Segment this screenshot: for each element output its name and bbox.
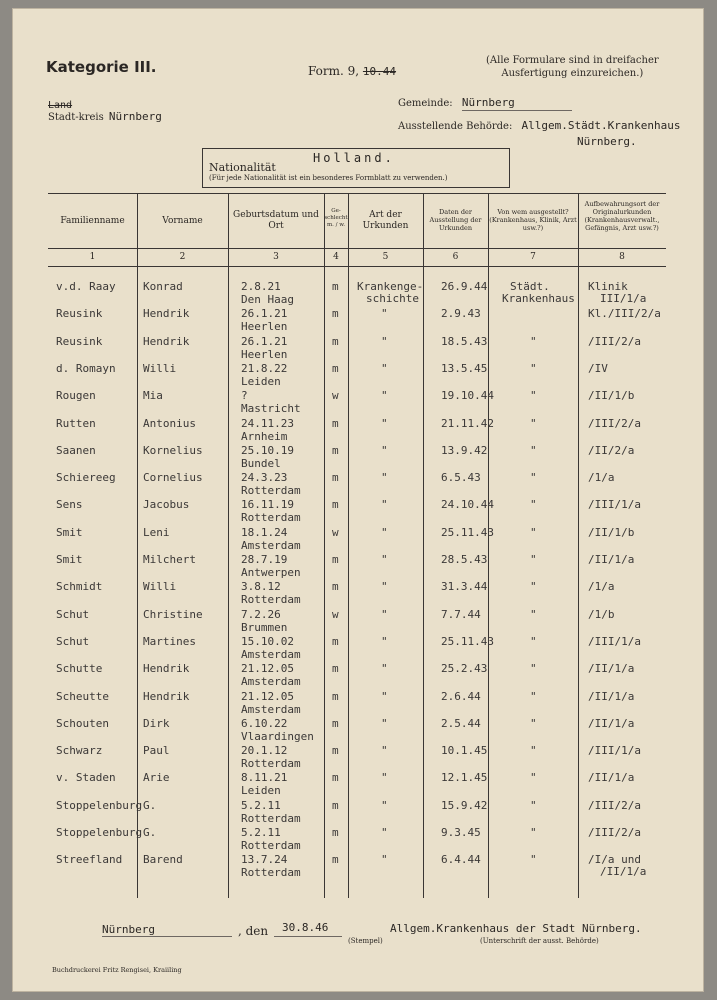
nationality-label: Nationalität	[209, 161, 276, 174]
issuer-cell: "	[530, 361, 537, 375]
surname-cell: Schouten	[56, 716, 109, 730]
doc-date-cell: 7.7.44	[441, 607, 481, 621]
birthplace-cell: Rotterdam	[241, 866, 301, 880]
birthplace-cell: Rotterdam	[241, 757, 301, 771]
sex-cell: m	[332, 771, 339, 785]
category-title: Kategorie III.	[46, 58, 157, 76]
col-number: 7	[530, 252, 536, 262]
firstname-cell: Willi	[143, 580, 177, 594]
birthdate-cell: 24.3.23	[241, 471, 288, 485]
doc-type-cell-2: schichte	[366, 292, 419, 305]
birthdate-cell: 24.11.23	[241, 416, 294, 430]
column-divider	[228, 194, 229, 898]
doc-date-cell: 25.2.43	[441, 662, 488, 676]
form-number	[308, 64, 396, 78]
storage-cell: /III/1/a	[588, 498, 641, 512]
footer-city-rule	[102, 936, 232, 937]
issuer-cell: "	[530, 798, 537, 812]
col-header-storage: Aufbewahrungsort der Originalurkunden (Krankenhausverwalt., Gefängnis, Arzt usw.?)	[584, 200, 660, 232]
firstname-cell: Konrad	[143, 280, 183, 293]
storage-cell: /IV	[588, 361, 608, 375]
firstname-cell: Leni	[143, 525, 170, 539]
issuer-cell-2: Krankenhaus	[502, 292, 575, 305]
firstname-cell: Arie	[143, 771, 170, 785]
nationality-value: Holland.	[313, 151, 395, 165]
birthplace-cell: Amsterdam	[241, 647, 301, 661]
firstname-cell: Hendrik	[143, 689, 190, 703]
birthplace-cell: Leiden	[241, 374, 281, 388]
surname-cell: Reusink	[56, 334, 103, 348]
storage-cell: /1/a	[588, 471, 615, 485]
header-rule	[48, 248, 666, 249]
footer-city: Nürnberg	[102, 923, 155, 936]
issuer-cell: "	[530, 634, 537, 648]
birthdate-cell: 21.8.22	[241, 361, 288, 375]
birthplace-cell: Rotterdam	[241, 484, 301, 498]
birthdate-cell: 8.11.21	[241, 771, 288, 785]
storage-cell: /II/2/a	[588, 443, 635, 457]
firstname-cell: Christine	[143, 607, 203, 621]
birthdate-cell: 26.1.21	[241, 307, 288, 321]
issuer-cell: "	[530, 416, 537, 430]
doc-date-cell: 15.9.42	[441, 798, 488, 812]
behoerde-value-2: Nürnberg.	[577, 135, 637, 148]
nationality-box	[202, 148, 510, 188]
sex-cell: m	[332, 443, 339, 457]
sex-cell: m	[332, 716, 339, 730]
birthplace-cell: Brummen	[241, 620, 288, 634]
storage-cell: /1/b	[588, 607, 615, 621]
birthdate-cell: 21.12.05	[241, 689, 294, 703]
doc-type-cell: "	[381, 416, 388, 430]
doc-date-cell: 2.6.44	[441, 689, 481, 703]
surname-cell: v. Staden	[56, 771, 116, 785]
birthplace-cell: Mastricht	[241, 402, 301, 416]
footer-signature-label: (Unterschrift der ausst. Behörde)	[480, 937, 599, 945]
doc-type-cell: "	[381, 389, 388, 403]
surname-cell: Saanen	[56, 443, 96, 457]
firstname-cell: Dirk	[143, 716, 170, 730]
storage-cell-2: /II/1/a	[600, 865, 647, 879]
form-struck-date: 10.44	[362, 65, 397, 78]
birthdate-cell: 18.1.24	[241, 525, 288, 539]
doc-type-cell: "	[381, 689, 388, 703]
doc-date-cell: 13.5.45	[441, 361, 488, 375]
doc-type-cell: "	[381, 471, 388, 485]
doc-type-cell: Krankenge-	[357, 280, 424, 293]
surname-cell: v.d. Raay	[56, 280, 116, 293]
storage-cell: /III/2/a	[588, 798, 641, 812]
printer-imprint: Buchdruckerei Fritz Rengisei, Kraiiling	[52, 966, 182, 974]
storage-cell: /II/1/a	[588, 689, 635, 703]
birthplace-cell: Rotterdam	[241, 839, 301, 852]
sex-cell: m	[332, 416, 339, 430]
behoerde-label: Ausstellende Behörde:	[398, 121, 513, 132]
sex-cell: m	[332, 634, 339, 648]
birthplace-cell: Bundel	[241, 456, 281, 470]
doc-date-cell: 6.4.44	[441, 853, 481, 867]
surname-cell: Scheutte	[56, 689, 109, 703]
surname-cell: Rutten	[56, 416, 96, 430]
doc-type-cell: "	[381, 334, 388, 348]
doc-type-cell: "	[381, 853, 388, 867]
issuer-cell: "	[530, 525, 537, 539]
doc-type-cell: "	[381, 771, 388, 785]
storage-cell: /III/2/a	[588, 416, 641, 430]
behoerde-value-1: Allgem.Städt.Krankenhaus	[521, 119, 681, 132]
doc-type-cell: "	[381, 662, 388, 676]
kreis-struck-land: Land	[48, 100, 73, 111]
col-header-sex: Ge-schlecht m. / w.	[324, 208, 348, 228]
col-number: 6	[452, 252, 459, 262]
firstname-cell: G.	[143, 798, 157, 812]
surname-cell: Schiereeg	[56, 471, 116, 485]
surname-cell: Schmidt	[56, 580, 103, 594]
doc-date-cell: 2.5.44	[441, 716, 481, 730]
firstname-cell: G.	[143, 826, 157, 839]
birthdate-cell: 20.1.12	[241, 744, 288, 758]
sex-cell: m	[332, 662, 339, 676]
storage-cell: /II/1/b	[588, 389, 635, 403]
nationality-note: (Für jede Nationalität ist ein besonderes Formblatt zu verwenden.)	[209, 174, 448, 182]
records-table	[48, 193, 666, 898]
doc-date-cell: 9.3.45	[441, 826, 481, 839]
issuer-cell: "	[530, 771, 537, 785]
birthdate-cell: 25.10.19	[241, 443, 294, 457]
sex-cell: m	[332, 553, 339, 566]
firstname-cell: Willi	[143, 361, 177, 375]
gemeinde-rule	[462, 110, 572, 111]
column-divider	[324, 194, 325, 898]
kreis-field	[48, 100, 162, 123]
birthplace-cell: Antwerpen	[241, 566, 301, 579]
firstname-cell: Jacobus	[143, 498, 190, 512]
column-divider	[488, 194, 489, 898]
firstname-cell: Barend	[143, 853, 183, 867]
birthplace-cell: Den Haag	[241, 293, 294, 306]
kreis-prefix: Stadt-	[48, 112, 79, 123]
sex-cell: m	[332, 826, 339, 839]
copies-note	[486, 54, 659, 80]
doc-type-cell: "	[381, 443, 388, 457]
firstname-cell: Hendrik	[143, 307, 190, 321]
doc-date-cell: 28.5.43	[441, 553, 488, 566]
birthdate-cell: 5.2.11	[241, 826, 281, 839]
storage-cell: /1/a	[588, 580, 615, 594]
birthplace-cell: Arnheim	[241, 429, 288, 443]
firstname-cell: Paul	[143, 744, 170, 758]
storage-cell: /II/1/b	[588, 525, 635, 539]
birthdate-cell: 6.10.22	[241, 716, 288, 730]
birthplace-cell: Rotterdam	[241, 811, 301, 825]
gemeinde-value: Nürnberg	[461, 96, 515, 109]
issuer-cell: "	[530, 443, 537, 457]
sex-cell: w	[332, 607, 339, 621]
doc-type-cell: "	[381, 744, 388, 758]
form-label: Form. 9,	[308, 64, 360, 78]
storage-cell: /III/2/a	[588, 334, 641, 348]
surname-cell: Smit	[56, 525, 83, 539]
firstname-cell: Antonius	[143, 416, 196, 430]
doc-date-cell: 10.1.45	[441, 744, 488, 758]
doc-type-cell: "	[381, 826, 388, 839]
issuer-cell: Städt.	[510, 280, 550, 293]
surname-cell: Rougen	[56, 389, 96, 403]
col-number: 1	[89, 252, 96, 262]
sex-cell: m	[332, 744, 339, 758]
birthdate-cell: 28.7.19	[241, 553, 288, 566]
surname-cell: Reusink	[56, 307, 103, 321]
doc-type-cell: "	[381, 607, 388, 621]
footer-date: 30.8.46	[282, 921, 329, 934]
birthdate-cell: 2.8.21	[241, 280, 281, 293]
doc-type-cell: "	[381, 525, 388, 539]
doc-date-cell: 24.10.44	[441, 498, 494, 512]
birthplace-cell: Amsterdam	[241, 675, 301, 689]
doc-type-cell: "	[381, 553, 388, 566]
sex-cell: m	[332, 498, 339, 512]
sex-cell: m	[332, 280, 339, 293]
copies-note-line1: (Alle Formulare sind in dreifacher	[486, 55, 659, 66]
firstname-cell: Hendrik	[143, 662, 190, 676]
sex-cell: w	[332, 389, 339, 403]
doc-date-cell: 25.11.43	[441, 634, 494, 648]
col-header-surname: Familienname	[60, 216, 125, 226]
column-divider	[348, 194, 349, 898]
storage-cell: /II/1/a	[588, 662, 635, 676]
doc-date-cell: 13.9.42	[441, 443, 488, 457]
footer-den: , den	[238, 924, 269, 938]
issuer-cell: "	[530, 580, 537, 594]
col-number: 8	[619, 252, 625, 262]
storage-cell: /II/1/a	[588, 716, 635, 730]
col-header-firstname: Vorname	[162, 216, 203, 226]
birthdate-cell: 3.8.12	[241, 580, 281, 594]
surname-cell: Schutte	[56, 662, 103, 676]
kreis-label: kreis	[78, 112, 104, 123]
firstname-cell: Cornelius	[143, 471, 203, 485]
birthplace-cell: Heerlen	[241, 320, 288, 334]
birthplace-cell: Amsterdam	[241, 538, 301, 552]
kreis-value: Nürnberg	[108, 110, 162, 123]
number-rule	[48, 266, 666, 267]
sex-cell: m	[332, 689, 339, 703]
doc-type-cell: "	[381, 580, 388, 594]
birthdate-cell: 15.10.02	[241, 634, 294, 648]
col-number: 4	[333, 252, 339, 262]
doc-date-cell: 26.9.44	[441, 280, 488, 293]
firstname-cell: Hendrik	[143, 334, 190, 348]
column-divider	[578, 194, 579, 898]
doc-date-cell: 18.5.43	[441, 334, 488, 348]
gemeinde-label: Gemeinde:	[398, 98, 453, 109]
issuer-cell: "	[530, 498, 537, 512]
firstname-cell: Kornelius	[143, 443, 203, 457]
form-sheet	[12, 8, 704, 992]
footer-signature: Allgem.Krankenhaus der Stadt Nürnberg.	[390, 922, 642, 935]
storage-cell: /III/2/a	[588, 826, 641, 839]
footer-stamp-label: (Stempel)	[348, 937, 383, 945]
storage-cell: /III/1/a	[588, 744, 641, 758]
storage-cell: Kl./III/2/a	[588, 307, 661, 321]
doc-date-cell: 21.11.42	[441, 416, 494, 430]
storage-cell-2: III/1/a	[600, 292, 647, 305]
birthplace-cell: Rotterdam	[241, 593, 301, 607]
sex-cell: m	[332, 471, 339, 485]
col-header-issuer: Von wem ausgestellt? (Krankenhaus, Klinik, Arzt usw.?)	[489, 208, 577, 232]
birthdate-cell: 16.11.19	[241, 498, 294, 512]
firstname-cell: Martines	[143, 634, 196, 648]
doc-type-cell: "	[381, 498, 388, 512]
surname-cell: Schut	[56, 607, 90, 621]
issuer-cell: "	[530, 662, 537, 676]
issuer-cell: "	[530, 553, 537, 566]
birthdate-cell: ?	[241, 389, 248, 403]
issuer-cell: "	[530, 389, 537, 403]
col-header-doc-date: Daten der Ausstellung der Urkunden	[429, 208, 482, 232]
col-number: 3	[273, 252, 279, 262]
issuer-cell: "	[530, 471, 537, 485]
issuer-cell: "	[530, 334, 537, 348]
doc-date-cell: 19.10.44	[441, 389, 494, 403]
behoerde-field	[398, 119, 680, 132]
issuer-cell: "	[530, 607, 537, 621]
doc-type-cell: "	[381, 634, 388, 648]
surname-cell: Schwarz	[56, 744, 103, 758]
birthdate-cell: 26.1.21	[241, 334, 288, 348]
column-divider	[423, 194, 424, 898]
doc-type-cell: "	[381, 307, 388, 321]
birthplace-cell: Heerlen	[241, 347, 288, 361]
birthplace-cell: Vlaardingen	[241, 729, 314, 743]
firstname-cell: Milchert	[143, 553, 196, 566]
col-header-doc-type: Art der Urkunden	[362, 210, 409, 231]
storage-cell: /II/1/a	[588, 771, 635, 785]
issuer-cell: "	[530, 744, 537, 758]
surname-cell: Stoppelenburg	[56, 826, 143, 839]
doc-date-cell: 2.9.43	[441, 307, 481, 321]
birthplace-cell: Amsterdam	[241, 702, 301, 716]
birthdate-cell: 13.7.24	[241, 853, 288, 867]
surname-cell: d. Romayn	[56, 361, 116, 375]
issuer-cell: "	[530, 716, 537, 730]
doc-type-cell: "	[381, 716, 388, 730]
storage-cell: Klinik	[588, 280, 628, 293]
doc-date-cell: 6.5.43	[441, 471, 481, 485]
firstname-cell: Mia	[143, 389, 163, 403]
surname-cell: Smit	[56, 553, 83, 566]
col-header-birth: Geburtsdatum und Ort	[233, 210, 319, 231]
sex-cell: m	[332, 361, 339, 375]
doc-date-cell: 12.1.45	[441, 771, 488, 785]
birthplace-cell: Rotterdam	[241, 511, 301, 525]
col-number: 5	[382, 252, 389, 262]
sex-cell: m	[332, 798, 339, 812]
birthdate-cell: 21.12.05	[241, 662, 294, 676]
issuer-cell: "	[530, 853, 537, 867]
storage-cell: /II/1/a	[588, 553, 635, 566]
doc-date-cell: 25.11.43	[441, 525, 494, 539]
storage-cell: /III/1/a	[588, 634, 641, 648]
sex-cell: w	[332, 525, 339, 539]
doc-date-cell: 31.3.44	[441, 580, 488, 594]
surname-cell: Sens	[56, 498, 83, 512]
surname-cell: Stoppelenburg	[56, 798, 143, 812]
issuer-cell: "	[530, 689, 537, 703]
storage-cell: /I/a und	[588, 853, 641, 867]
surname-cell: Streefland	[56, 853, 123, 867]
issuer-cell: "	[530, 826, 537, 839]
birthdate-cell: 5.2.11	[241, 798, 281, 812]
column-divider	[137, 194, 138, 898]
doc-type-cell: "	[381, 361, 388, 375]
sex-cell: m	[332, 853, 339, 867]
sex-cell: m	[332, 307, 339, 321]
col-number: 2	[179, 252, 186, 262]
doc-type-cell: "	[381, 798, 388, 812]
sex-cell: m	[332, 580, 339, 594]
copies-note-line2: Ausfertigung einzureichen.)	[501, 68, 644, 79]
surname-cell: Schut	[56, 634, 90, 648]
birthplace-cell: Leiden	[241, 784, 281, 798]
footer-date-rule	[274, 936, 342, 937]
gemeinde-field	[398, 96, 515, 109]
birthdate-cell: 7.2.26	[241, 607, 281, 621]
sex-cell: m	[332, 334, 339, 348]
